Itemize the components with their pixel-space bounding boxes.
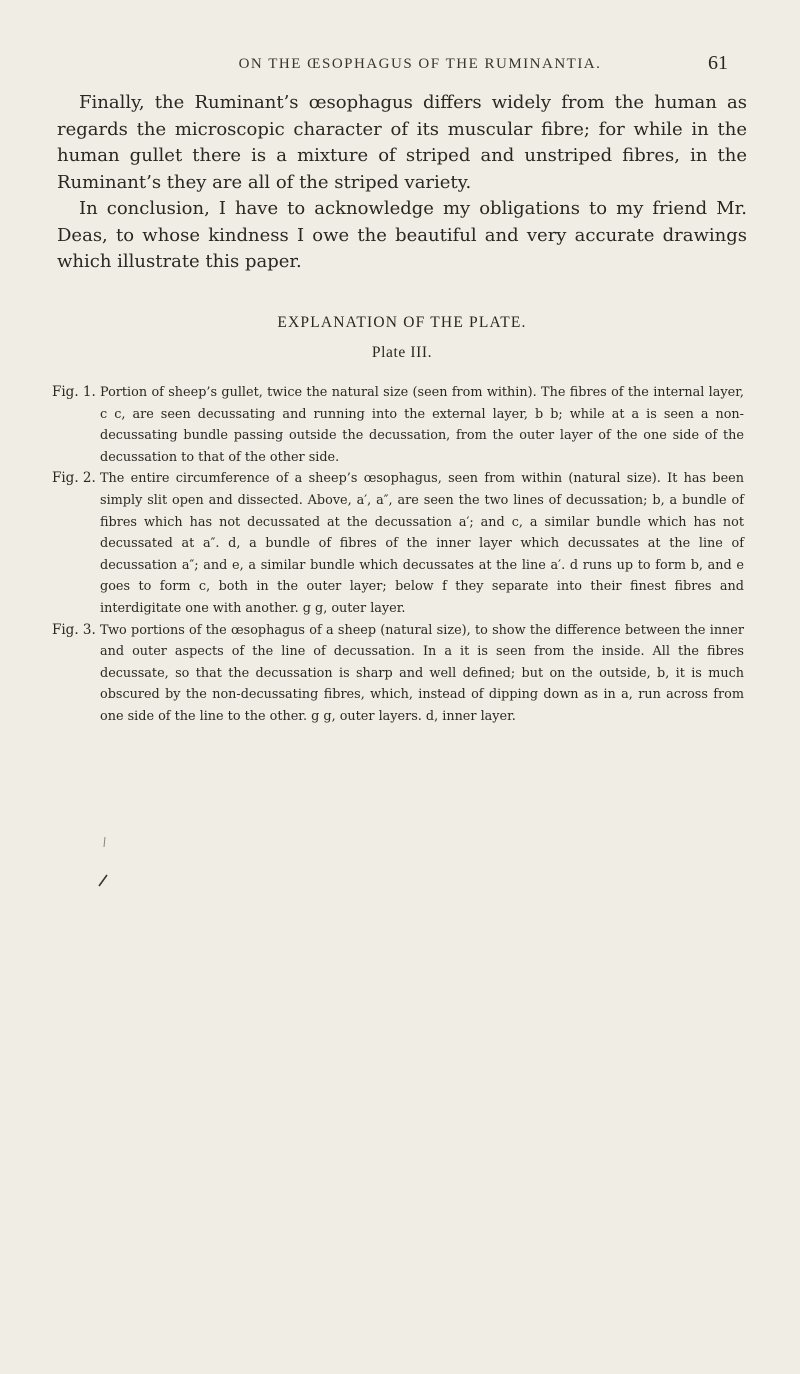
figure-label: Fig. 2.: [52, 470, 96, 487]
figure-entry-3: [52, 620, 744, 728]
figure-entry-1: [52, 382, 744, 468]
figure-description: Two portions of the œsophagus of a sheep (natural size), to show the difference between the inner and outer aspects of the line of decussation. In a it is seen from the inside. All the fibres decussate, so that the decussation is sharp and well defined; but on the outside, b, it is much obscured by the non-decussating fibres, which, instead of dipping down as in a, run across from one side of the line to the other. g g, outer layers. d, inner layer.: [100, 622, 744, 724]
figure-description: Portion of sheep’s gullet, twice the natural size (seen from within). The fibres of the internal layer, c c, are seen decussating and running into the external layer, b b; while at a is seen a non-decussating bundle passing outside the decussation, from the outer layer of the one side of the decussation to that of the other side.: [100, 385, 744, 465]
paragraph-acknowledgement: In conclusion, I have to acknowledge my obligations to my friend Mr. Deas, to whose kindness I owe the beautiful and very accurate drawings which illustrate this paper.: [57, 198, 747, 272]
figure-label: Fig. 3.: [52, 621, 96, 638]
paragraph-conclusion-ruminant: Finally, the Ruminant’s œsophagus differs widely from the human as regards the microscopic character of its muscular fibre; for while in the human gullet there is a mixture of striped and unstriped fibres, in the Ruminant’s they are all of the striped variety.: [57, 92, 747, 193]
plate-title: Plate III.: [371, 344, 433, 361]
page-number: 61: [708, 52, 728, 74]
print-speck-mark: [96, 872, 110, 888]
running-head: ON THE ŒSOPHAGUS OF THE RUMINANTIA.: [238, 56, 602, 72]
figure-label: Fig. 1.: [52, 384, 96, 400]
figure-explanations: [52, 382, 744, 728]
body-text: [57, 90, 747, 276]
figure-description: The entire circumference of a sheep’s œsophagus, seen from within (natural size). It has been simply slit open and dissected. Above, a′, a″, are seen the two lines of decussation; b, a bundle of fibres which has not decussated at the decussation a′; and c, a similar bundle which has not decussated at a″. d, a bundle of fibres of the inner layer which decussates at the line of decussation a″; and e, a similar bundle which decussates at the line a′. d runs up to form b, and e goes to form c, both in the outer layer; below f they separate into their finest fibres and interdigitate one with another. g g, outer layer.: [100, 471, 744, 616]
section-title: EXPLANATION OF THE PLATE.: [277, 314, 527, 331]
print-speck-tick: [102, 836, 108, 848]
figure-entry-2: [52, 468, 744, 619]
